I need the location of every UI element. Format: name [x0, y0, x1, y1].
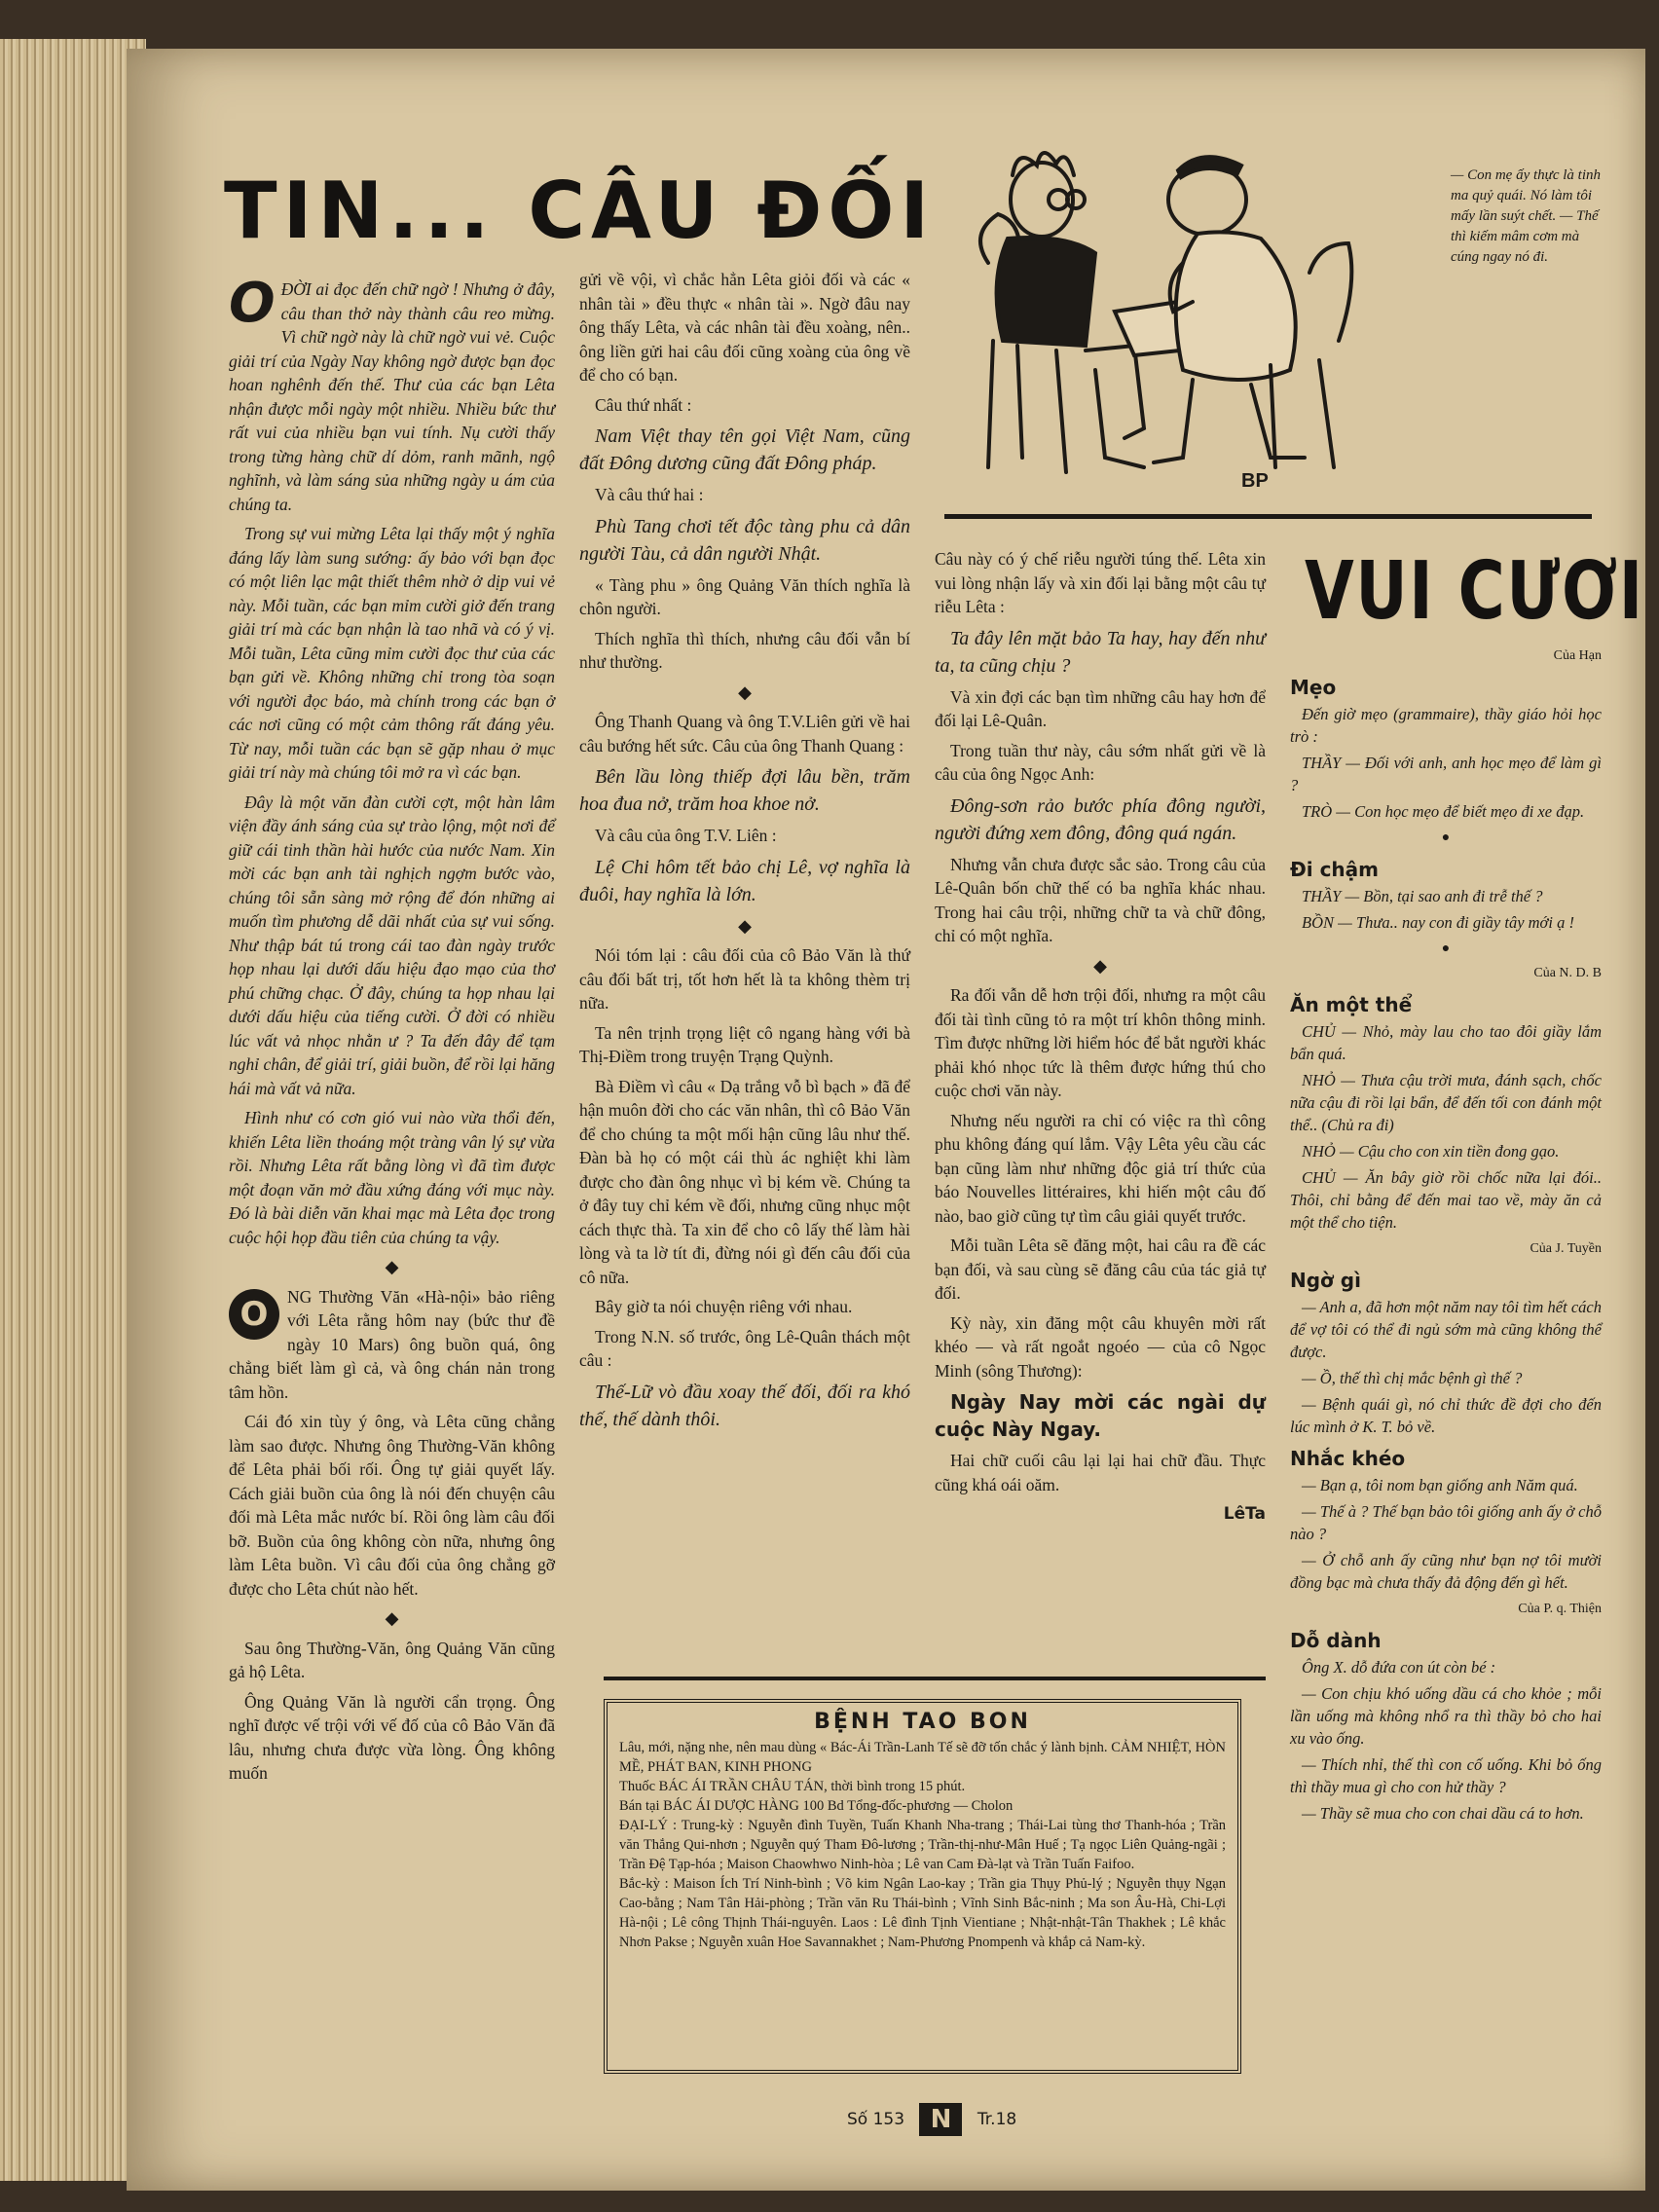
paragraph: Ra đối vẫn dễ hơn trội đối, nhưng ra một câu đối tài tình cũng tỏ ra một trí khôn thông minh. Tìm được những lời hiểm hóc để bắt người khác phải khó nhọc tức là thêm được hứng thú cho cuộc chơi văn này. [935, 985, 1266, 1100]
bullet-separator: ● [1441, 941, 1451, 956]
paragraph: Trong sự vui mừng Lêta lại thấy một ý nghĩa đáng lấy làm sung sướng: ấy bảo với bạn đọc có một liên lạc mật thiết thêm nhờ ở dịp vui vẻ này. Mỗi tuần, các bạn mỉm cười giở đến trang giải trí mà các bạn nhận là tao nhã và có ý vị. Mỗi tuần, Lêta cũng mỉm cười đọc thư của các bạn gửi về. Không những chỉ trong tòa soạn với người đọc báo, mà chính trong các bạn ở các nơi cũng có một cảm thông rất đáng yêu. Từ nay, mỗi tuần các bạn sẽ gặp nhau ở mục giải trí này mà chúng tôi mở ra vì các bạn. [229, 524, 555, 782]
paragraph: Cái đó xin tùy ý ông, và Lêta cũng chẳng làm sao được. Nhưng ông Thường-Văn không để Lêta phải bối rối. Ông tự giải quyết lấy. Cách giải buồn của ông là nói đến chuyện câu đối mà Lêta mắc nước bí. Rồi ông làm câu đối bỡ. Buồn của ông không còn nữa, nhưng ông làm Lêta buồn. Vì câu đối của ông chẳng gỡ được cho Lêta chút nào hết. [229, 1412, 555, 1599]
joke-line: — Anh a, đã hơn một năm nay tôi tìm hết cách để vợ tôi có thể đi ngủ sớm mà cũng không thể được. [1290, 1298, 1602, 1361]
paragraph: Và câu của ông T.V. Liên : [595, 826, 777, 845]
paragraph: Bà Điềm vì câu « Dạ trắng vỗ bì bạch » đã để hận muôn đời cho các văn nhân, thì cô Bảo Văn để cho chúng ta một mối hận cũng lâu như thế. Đàn bà họ có một cái thù ác nghiệt khi làm được cho đàn ông nhục vì bị kém về. Chúng ta ở đây tuy chỉ kém về đối, nhưng cũng nhục một cách thực thà. Ta xin để cho cô lấy thế làm hài lòng và ta lờ tít đi, đừng nói gì đến câu đối của cô nữa. [579, 1076, 910, 1287]
joke-line: — Ở chỗ anh ấy cũng như bạn nợ tôi mười đồng bạc mà chưa thấy đả động đến gì hết. [1290, 1551, 1602, 1592]
ad-text: ĐẠI-LÝ : Trung-kỳ : Nguyễn đình Tuyền, Tuấn Khanh Nha-trang ; Thái-Lai tùng thơ Thanh-hóa ; Trần văn Thắng Qui-nhơn ; Nguyễn quý Tham Đô-lương ; Trần-thị-như-Mân Huế ; Tạ ngọc Liên Quảng-ngãi ; Trần Đệ Tạp-hóa ; Maison Chaowhwo Ninh-hòa ; Lê van Cam Đà-lạt và Trần Tuấn Faifoo. [619, 1818, 1226, 1872]
joke-line: Đến giờ mẹo (grammaire), thầy giáo hỏi học trò : [1290, 705, 1602, 746]
paragraph: Ông Thanh Quang và ông T.V.Liên gửi về hai câu bướng hết sức. Câu của ông Thanh Quang : [579, 712, 910, 756]
section-title: VUI CƯƠI [1305, 545, 1644, 638]
joke-line: Ông X. dỗ đứa con út còn bé : [1302, 1658, 1496, 1677]
verse: Thế-Lữ vò đầu xoay thế đối, đối ra khó thế, thế dành thôi. [579, 1381, 910, 1430]
column-3 [935, 547, 1266, 1527]
joke-line: — Thế à ? Thế bạn bảo tôi giống anh ấy ở chỗ nào ? [1290, 1502, 1602, 1543]
joke-line: — Bệnh quái gì, nó chỉ thức đề đợi cho đến lúc mình ở K. T. bỏ về. [1290, 1395, 1602, 1436]
page-footer [847, 2103, 1016, 2136]
joke-title: Đi chậm [1290, 858, 1380, 881]
verse: Bên lầu lòng thiếp đợi lâu bền, trăm hoa đua nở, trăm hoa khoe nở. [579, 766, 910, 815]
diamond-separator: ◆ [1093, 955, 1107, 976]
paragraph: Hai chữ cuối câu lại lại hai chữ đầu. Thực cũng khá oái oăm. [935, 1451, 1266, 1494]
paragraph: Kỳ này, xin đăng một câu khuyên mời rất khéo — và rất ngoắt ngoéo — của cô Ngọc Minh (sông Thương): [935, 1312, 1266, 1381]
advertisement-box [604, 1699, 1241, 2074]
joke-line: NHỎ — Cậu cho con xin tiền đong gạo. [1302, 1142, 1560, 1161]
drop-cap: O [229, 1289, 279, 1340]
ad-title: BỆNH TAO BON [814, 1710, 1031, 1734]
verse: Phù Tang chơi tết độc tàng phu cả dân người Tàu, cả dân người Nhật. [579, 515, 910, 565]
paragraph: NG Thường Văn «Hà-nội» bảo riêng với Lêta rằng hôm nay (bức thư đề ngày 10 Mars) ông buồn quá, ông chẳng biết làm gì cả, và ông chán nản trong tâm hồn. [229, 1286, 555, 1402]
page-number: Tr.18 [977, 2110, 1017, 2129]
cartoon-illustration [949, 146, 1441, 501]
column-2 [579, 268, 910, 1439]
paragraph: Trong tuần thư này, câu sớm nhất gửi về là câu của ông Ngọc Anh: [935, 740, 1266, 784]
joke-line: THẦY — Bồn, tại sao anh đi trễ thế ? [1302, 887, 1543, 905]
paragraph: Bây giờ ta nói chuyện riêng với nhau. [595, 1297, 853, 1316]
verse: Lệ Chi hôm tết bảo chị Lê, vợ nghĩa là đuôi, hay nghĩa là lớn. [579, 856, 910, 905]
diamond-separator: ◆ [385, 1257, 399, 1276]
paragraph: gửi về vội, vì chắc hẳn Lêta giỏi đối và các « nhân tài » đều thực « nhân tài ». Ngờ đâu nay ông thấy Lêta, và các nhân tài đều xoàng, nên.. ông liền gửi hai câu đối cũng xoàng của ông về để cho có bạn. [579, 270, 910, 385]
ad-text: Thuốc BÁC ÁI TRẦN CHÂU TÁN, thời bình trong 15 phút. [619, 1779, 966, 1794]
joke-line: THẦY — Đối với anh, anh học mẹo để làm gì ? [1290, 754, 1602, 794]
joke-line: CHỦ — Nhỏ, mày lau cho tao đôi giầy lắm bẩn quá. [1290, 1022, 1602, 1063]
paragraph: Nói tóm lại : câu đối của cô Bảo Văn là thứ câu đối bất trị, tốt hơn hết là ta không thèm trị nữa. [579, 945, 910, 1013]
joke-line: CHỦ — Ăn bây giờ rồi chốc nữa lại đói.. Thôi, chỉ bằng để đến mai tao về, mày ăn cả một thể cho tiện. [1290, 1168, 1602, 1232]
joke-line: — Thích nhỉ, thế thì con cố uống. Khi bỏ ống thì thầy mua gì cho con hử thầy ? [1290, 1755, 1602, 1796]
cartoon-signature: BP [1241, 470, 1269, 492]
joke-title: Ăn một thể [1290, 993, 1413, 1016]
paragraph: « Tàng phu » ông Quảng Văn thích nghĩa là chôn người. [579, 574, 910, 618]
verse: Đông-sơn rảo bước phía đông người, người đứng xem đông, đông quá ngán. [935, 794, 1266, 844]
paragraph: Ta nên trịnh trọng liệt cô ngang hàng với bà Thị-Điềm trong truyện Trạng Quỳnh. [579, 1022, 910, 1066]
joke-title: Nhắc khéo [1290, 1447, 1406, 1470]
paragraph: Mỗi tuần Lêta sẽ đăng một, hai câu ra đề các bạn đối, và sau cùng sẽ đăng câu của tác giả tự đối. [935, 1235, 1266, 1303]
paragraph: Câu thứ nhất : [595, 394, 692, 415]
joke-line: — Ồ, thế thì chị mắc bệnh gì thế ? [1302, 1369, 1523, 1387]
paragraph: Và câu thứ hai : [595, 485, 704, 504]
jokes-column [1290, 643, 1602, 1828]
article-title: TIN... CÂU ĐỐI [224, 166, 936, 256]
paragraph: Trong N.N. số trước, ông Lê-Quân thách một câu : [579, 1326, 910, 1370]
author-signature: LêTa [1223, 1504, 1266, 1524]
diamond-separator: ◆ [385, 1608, 399, 1628]
paragraph: Đây là một văn đàn cười cợt, một hàn lâm viện đầy ánh sáng của sự trào lộng, một nơi để giữ cái tinh thần hài hước của nước Nam. Xin mời các bạn anh tài nghịch ngợm bước vào, chúng tôi sẵn sàng mở rộng để đón những ai muốn tìm phương dễ dãi nhất của sự vui sống. Như thập bát tú trong cái tao đàn ngày trước họp nhau lại dưới dấu hiệu đạo mạo của thơ phú chững chạc. Ở đây, chúng ta họp nhau lại dưới dấu hiệu của tiếng cười. Ở đời có nhiều lúc vất vả nhọc nhằn ư ? Ta đến đây để tạm nghỉ chân, để giải trí, giải buồn, để rồi lại hăng hái mà vất vả nữa. [229, 792, 555, 1098]
joke-title: Ngờ gì [1290, 1269, 1361, 1292]
joke-line: — Bạn ạ, tôi nom bạn giống anh Năm quá. [1302, 1476, 1578, 1494]
paragraph: ĐỜI ai đọc đến chữ ngờ ! Nhưng ở đây, câu than thở này thành câu reo mừng. Vì chữ ngờ này là chữ ngờ vui vẻ. Cuộc giải trí của Ngày Nay không ngờ được bạn đọc hoan nghênh đến thế. Thư của các bạn Lêta nhận được mỗi ngày một nhiều. Nhiều bức thư rất vui của nhiều bạn vui tính. Nụ cười thấy trong từng hàng chữ dí dỏm, ranh mãnh, ngộ nghĩnh, và làm sáng sủa những ngày u ám của chúng ta. [229, 279, 555, 514]
magazine-logo: N [919, 2103, 962, 2136]
byline: Của Hạn [1553, 648, 1602, 663]
paragraph: Sau ông Thường-Văn, ông Quảng Văn cũng gả hộ Lêta. [229, 1638, 555, 1681]
bullet-separator: ● [1441, 830, 1451, 845]
joke-title: Mẹo [1290, 676, 1337, 699]
book-edge [0, 39, 146, 2181]
joke-line: TRÒ — Con học mẹo để biết mẹo đi xe đạp. [1302, 802, 1585, 821]
drop-cap: O [229, 272, 276, 335]
paragraph: Nhưng nếu người ra chỉ có việc ra thì công phu không đáng quí lắm. Vậy Lêta yêu cầu các bạn cũng làm như những độc giả trí thức của báo Nouvelles littéraires, khi hiến một câu đố nào, bao giờ cũng tự tìm câu giải quyết trước. [935, 1110, 1266, 1226]
verse: Nam Việt thay tên gọi Việt Nam, cũng đất Đông dương cũng đất Đông pháp. [579, 425, 910, 474]
paragraph: Thích nghĩa thì thích, nhưng câu đối vẫn bí như thường. [579, 628, 910, 672]
joke-line: — Con chịu khó uống dầu cá cho khỏe ; mỗi lần uống mà không nhổ ra thì thầy bỏ cho hai xu vào ống. [1290, 1684, 1602, 1748]
byline: Của N. D. B [1533, 966, 1602, 980]
ad-text: Lâu, mới, nặng nhe, nên mau dùng « Bác-Ái Trần-Lanh Tế sẽ đỡ tốn chắc ý lành bịnh. CẢM NHIỆT, HÒN MỀ, PHÁT BAN, KINH PHONG [619, 1740, 1226, 1775]
paragraph: Và xin đợi các bạn tìm những câu hay hơn để đối lại Lê-Quân. [935, 686, 1266, 730]
cartoon-caption: — Con mẹ ấy thực là tinh ma quỷ quái. Nó làm tôi mấy lần suýt chết. — Thế thì kiếm mâm cơm mà cúng ngay nó đi. [1451, 167, 1601, 265]
joke-title: Dỗ dành [1290, 1629, 1382, 1652]
byline: Của J. Tuyền [1530, 1241, 1602, 1256]
divider [944, 514, 1592, 519]
joke-line: — Thầy sẽ mua cho con chai dầu cá to hơn. [1302, 1804, 1584, 1823]
joke-line: BỒN — Thưa.. nay con đi giầy tây mới ạ ! [1302, 913, 1574, 932]
column-1 [229, 272, 555, 1791]
highlight-heading: Ngày Nay mời các ngài dự cuộc Này Ngay. [935, 1390, 1266, 1441]
verse: Ta đây lên mặt bảo Ta hay, hay đến như ta, ta cũng chịu ? [935, 627, 1266, 677]
ad-text: Bắc-kỳ : Maison Ích Trí Ninh-bình ; Võ kim Ngân Lao-kay ; Trần gia Thụy Phủ-lý ; Nguyễn thụy Ngạn Cao-bằng ; Nam Tân Hải-phòng ; Trần văn Ru Thái-bình ; Vĩnh Sinh Bắc-ninh ; Ma son Âu-Hà, Chi-Lợi Hà-nội ; Lê công Thịnh Thái-nguyên. Laos : Lê đình Tịnh Vientiane ; Nhật-nhật-Tân Thakhek ; Lê khắc Nhơn Pakse ; Nguyễn xuân Hoe Savannakhet ; Nam-Phương Pnompenh và khắp cả Nam-kỳ. [619, 1876, 1226, 1950]
paragraph: Ông Quảng Văn là người cẩn trọng. Ông nghĩ được vế trội với vế đố của cô Bảo Văn đã lâu, nhưng chưa được vừa lòng. Ông không muốn [229, 1691, 555, 1783]
diamond-separator: ◆ [738, 682, 752, 702]
byline: Của P. q. Thiện [1518, 1602, 1602, 1616]
ad-text: Bán tại BÁC ÁI DƯỢC HÀNG 100 Bd Tổng-đốc-phương — Cholon [619, 1798, 1014, 1814]
issue-number: Số 153 [847, 2110, 905, 2129]
paragraph: Nhưng vẫn chưa được sắc sảo. Trong câu của Lê-Quân bốn chữ thế có ba nghĩa khác nhau. Trong hai câu trội, những chữ ta và chữ đông, chỉ có một nghĩa. [935, 854, 1266, 945]
paragraph: Hình như có cơn gió vui nào vừa thổi đến, khiến Lêta liền thoáng một tràng vân lý sự vừa rồi. Nhưng Lêta rất bằng lòng vì đã tìm được một đoạn văn mở đầu xứng đáng với mục này. Đó là bài diễn văn khai mạc mà Lêta đọc trong cuộc hội họp đầu tiên của chúng ta vậy. [229, 1108, 555, 1247]
paragraph: Câu này có ý chế riễu người túng thế. Lêta xin vui lòng nhận lấy và xin đối lại bằng một câu tự riễu Lêta : [935, 549, 1266, 616]
diamond-separator: ◆ [738, 915, 752, 936]
joke-line: NHỎ — Thưa cậu trời mưa, đánh sạch, chốc nữa cậu đi rồi lại bẩn, để đến tối con đánh một thể.. (Chủ ra đi) [1290, 1071, 1602, 1134]
divider [604, 1677, 1266, 1680]
